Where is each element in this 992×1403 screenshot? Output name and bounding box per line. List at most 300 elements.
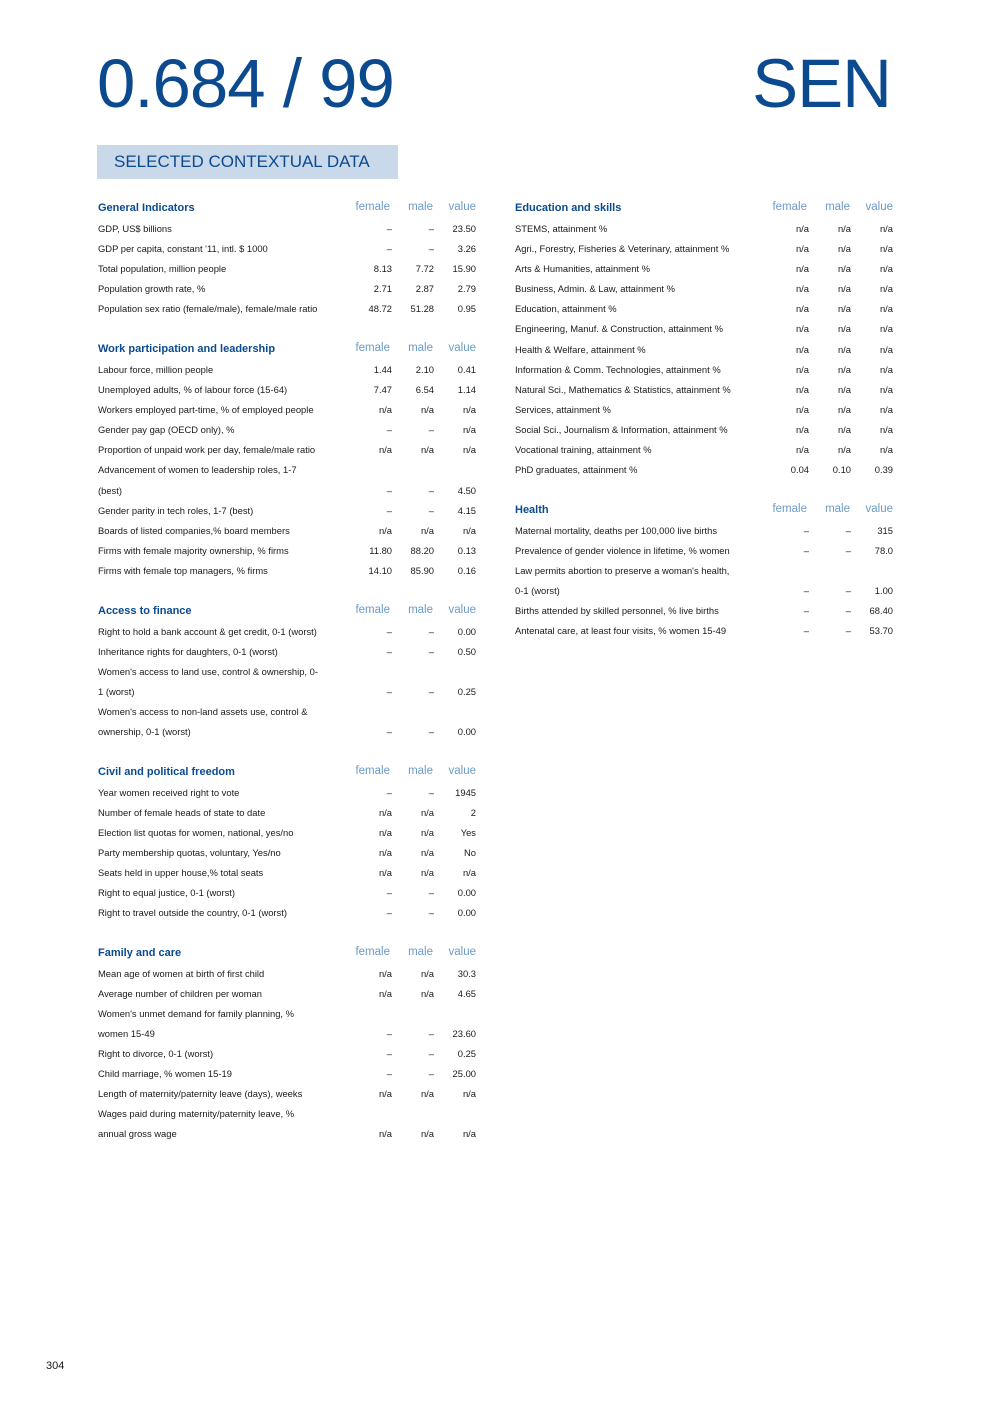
value-cell: n/a bbox=[462, 1088, 476, 1100]
value-cell: 2 bbox=[470, 806, 476, 818]
male-value: – bbox=[428, 1028, 434, 1039]
table-row bbox=[97, 1122, 478, 1142]
table-row bbox=[97, 640, 478, 660]
male-value: 2.10 bbox=[415, 363, 434, 375]
section-title: Civil and political freedom bbox=[98, 765, 235, 778]
table-row bbox=[97, 881, 478, 901]
row-label: Right to equal justice, 0-1 (worst) bbox=[98, 887, 236, 899]
female-col-label: female bbox=[772, 502, 807, 515]
value-col-label: value bbox=[448, 603, 476, 616]
value-cell: 0.25 bbox=[457, 1048, 476, 1060]
male-col-label: male bbox=[408, 201, 433, 213]
female-col-label: female bbox=[355, 945, 390, 958]
male-value: 51.28 bbox=[410, 303, 434, 315]
male-value: – bbox=[845, 544, 851, 556]
row-label: Workers employed part-time, % of employed people bbox=[98, 404, 314, 416]
table-row bbox=[97, 821, 478, 841]
value-cell: 23.50 bbox=[452, 223, 476, 234]
value-cell: 2.79 bbox=[457, 283, 476, 295]
female-col-label: female bbox=[355, 341, 390, 354]
table-row bbox=[97, 1062, 478, 1082]
row-label: 1 (worst) bbox=[98, 685, 135, 697]
male-value: n/a bbox=[837, 223, 851, 234]
row-label: Right to travel outside the country, 0-1 (worst) bbox=[98, 907, 287, 919]
value-cell: n/a bbox=[879, 343, 893, 355]
male-value: – bbox=[428, 424, 434, 436]
row-label: women 15-49 bbox=[98, 1028, 155, 1039]
table-row bbox=[97, 418, 478, 438]
value-cell: 0.00 bbox=[457, 887, 476, 899]
male-value: n/a bbox=[420, 404, 434, 416]
value-cell: 25.00 bbox=[452, 1068, 476, 1080]
table-row bbox=[514, 519, 895, 539]
male-value: – bbox=[845, 625, 851, 637]
row-label: ownership, 0-1 (worst) bbox=[98, 725, 191, 737]
row-label: Child marriage, % women 15-19 bbox=[98, 1068, 232, 1080]
female-value: n/a bbox=[378, 806, 392, 818]
female-value: 0.04 bbox=[790, 464, 809, 476]
female-value: n/a bbox=[378, 524, 392, 536]
female-value: n/a bbox=[378, 866, 392, 878]
female-value: – bbox=[803, 625, 809, 637]
table-row bbox=[97, 257, 478, 277]
section-access-to-finance bbox=[97, 599, 478, 741]
value-col-label: value bbox=[448, 341, 476, 354]
section-title: Work participation and leadership bbox=[98, 342, 276, 355]
female-value: n/a bbox=[378, 444, 392, 456]
row-label: Births attended by skilled personnel, % live births bbox=[515, 605, 719, 617]
table-row bbox=[97, 801, 478, 821]
female-value: n/a bbox=[795, 303, 809, 315]
table-row bbox=[97, 519, 478, 539]
female-value: 14.10 bbox=[368, 564, 392, 576]
value-cell: 0.41 bbox=[457, 363, 476, 375]
male-value: n/a bbox=[420, 1088, 434, 1100]
value-cell: 0.50 bbox=[457, 645, 476, 657]
row-label: Antenatal care, at least four visits, % women 15-49 bbox=[515, 625, 727, 637]
female-value: – bbox=[386, 907, 392, 919]
male-value: – bbox=[428, 1068, 434, 1080]
table-row bbox=[514, 539, 895, 559]
value-cell: Yes bbox=[460, 826, 476, 838]
male-value: – bbox=[428, 685, 434, 697]
male-value: 6.54 bbox=[415, 384, 434, 396]
male-value: 85.90 bbox=[410, 564, 434, 576]
row-label: Engineering, Manuf. & Construction, attainment % bbox=[515, 323, 723, 335]
value-cell: 0.00 bbox=[457, 625, 476, 637]
value-cell: 0.25 bbox=[457, 685, 476, 697]
male-value: n/a bbox=[420, 806, 434, 818]
male-value: – bbox=[428, 786, 434, 798]
male-value: n/a bbox=[420, 524, 434, 536]
row-label: Firms with female majority ownership, % firms bbox=[98, 544, 289, 556]
value-cell: n/a bbox=[462, 1128, 476, 1140]
row-label: Seats held in upper house,% total seats bbox=[98, 866, 264, 878]
row-label: Education, attainment % bbox=[515, 303, 617, 315]
table-row bbox=[97, 620, 478, 640]
table-row bbox=[514, 579, 895, 599]
value-cell: n/a bbox=[879, 423, 893, 435]
table-row bbox=[514, 458, 895, 478]
section-education-and-skills bbox=[514, 196, 895, 478]
value-cell: n/a bbox=[879, 323, 893, 335]
row-label: Business, Admin. & Law, attainment % bbox=[515, 283, 675, 295]
male-value: n/a bbox=[837, 323, 851, 335]
male-value: – bbox=[845, 524, 851, 536]
value-col-label: value bbox=[865, 502, 893, 515]
value-cell: n/a bbox=[879, 383, 893, 395]
male-value: n/a bbox=[420, 967, 434, 979]
female-value: n/a bbox=[378, 826, 392, 838]
value-cell: 0.00 bbox=[457, 725, 476, 737]
male-value: – bbox=[428, 907, 434, 919]
row-label: Inheritance rights for daughters, 0-1 (worst) bbox=[98, 645, 278, 657]
female-col-label: female bbox=[355, 764, 390, 777]
row-label: Natural Sci., Mathematics & Statistics, attainment % bbox=[515, 383, 731, 395]
male-value: n/a bbox=[837, 423, 851, 435]
male-col-label: male bbox=[408, 341, 433, 354]
row-label: Right to hold a bank account & get credit, 0-1 (worst) bbox=[98, 625, 317, 637]
row-label: Vocational training, attainment % bbox=[515, 444, 652, 456]
female-value: n/a bbox=[795, 423, 809, 435]
row-label: Party membership quotas, voluntary, Yes/no bbox=[98, 846, 281, 858]
table-row bbox=[514, 418, 895, 438]
table-row bbox=[514, 559, 895, 579]
table-row bbox=[97, 781, 478, 801]
value-cell: 4.65 bbox=[457, 987, 476, 999]
male-value: – bbox=[428, 504, 434, 516]
female-value: n/a bbox=[795, 223, 809, 234]
table-row bbox=[97, 720, 478, 740]
score-rank: 0.684 / 99 bbox=[97, 45, 394, 122]
section-title: Health bbox=[515, 503, 549, 516]
value-cell: n/a bbox=[879, 283, 893, 295]
female-value: 11.80 bbox=[369, 544, 392, 556]
male-col-label: male bbox=[408, 945, 433, 958]
female-value: – bbox=[386, 725, 392, 737]
table-row bbox=[97, 458, 478, 478]
value-cell: 315 bbox=[877, 524, 893, 536]
section-header bbox=[97, 760, 478, 781]
female-value: – bbox=[386, 1048, 392, 1060]
table-row bbox=[514, 217, 895, 237]
value-col-label: value bbox=[448, 764, 476, 777]
male-value: n/a bbox=[837, 283, 851, 295]
male-value: n/a bbox=[837, 444, 851, 456]
female-value: 8.13 bbox=[373, 263, 392, 275]
table-row bbox=[514, 378, 895, 398]
section-header bbox=[514, 498, 895, 519]
value-cell: n/a bbox=[462, 404, 476, 416]
table-row bbox=[514, 358, 895, 378]
value-cell: n/a bbox=[879, 263, 893, 275]
section-header bbox=[97, 599, 478, 620]
male-value: n/a bbox=[420, 987, 434, 999]
female-value: n/a bbox=[378, 1128, 392, 1140]
female-value: n/a bbox=[795, 383, 809, 395]
female-value: n/a bbox=[795, 363, 809, 375]
table-row bbox=[514, 297, 895, 317]
section-title: Family and care bbox=[98, 946, 182, 959]
male-value: – bbox=[428, 223, 434, 234]
male-value: – bbox=[428, 625, 434, 637]
value-cell: 1945 bbox=[455, 786, 476, 798]
table-row bbox=[514, 398, 895, 418]
table-row bbox=[97, 378, 478, 398]
row-label: Wages paid during maternity/paternity leave, % bbox=[98, 1108, 295, 1120]
male-value: 0.10 bbox=[832, 464, 851, 476]
male-value: – bbox=[428, 887, 434, 899]
value-cell: n/a bbox=[879, 243, 893, 255]
row-label: Boards of listed companies,% board members bbox=[98, 524, 290, 536]
table-row bbox=[514, 257, 895, 277]
male-col-label: male bbox=[408, 603, 433, 616]
row-label: Women's access to non-land assets use, control & bbox=[98, 705, 308, 717]
male-value: n/a bbox=[837, 243, 851, 255]
row-label: Maternal mortality, deaths per 100,000 live births bbox=[515, 524, 718, 536]
female-value: n/a bbox=[795, 323, 809, 335]
value-cell: 0.00 bbox=[457, 907, 476, 919]
table-row bbox=[514, 237, 895, 257]
male-value: n/a bbox=[420, 826, 434, 838]
row-label: Prevalence of gender violence in lifetime, % women bbox=[515, 544, 730, 556]
row-label: Length of maternity/paternity leave (days), weeks bbox=[98, 1088, 303, 1100]
table-row bbox=[514, 619, 895, 639]
male-value: n/a bbox=[420, 866, 434, 878]
female-col-label: female bbox=[772, 201, 807, 213]
male-value: – bbox=[845, 585, 851, 596]
page-number: 304 bbox=[46, 1360, 65, 1372]
section-work-participation-and-leadership bbox=[97, 337, 478, 579]
value-cell: n/a bbox=[462, 524, 476, 536]
section-header bbox=[97, 337, 478, 358]
value-cell: 0.95 bbox=[457, 303, 476, 315]
row-label: Services, attainment % bbox=[515, 403, 611, 415]
female-value: n/a bbox=[795, 343, 809, 355]
value-cell: 4.50 bbox=[457, 484, 476, 496]
table-row bbox=[514, 599, 895, 619]
row-label: Firms with female top managers, % firms bbox=[98, 564, 268, 576]
section-header bbox=[514, 196, 895, 217]
table-row bbox=[97, 499, 478, 519]
value-cell: 1.00 bbox=[874, 585, 893, 596]
male-value: – bbox=[428, 1048, 434, 1060]
section-banner bbox=[97, 145, 398, 179]
row-label: Women's access to land use, control & ownership, 0- bbox=[98, 665, 318, 677]
female-value: – bbox=[386, 424, 392, 436]
female-value: n/a bbox=[378, 987, 392, 999]
table-row bbox=[514, 438, 895, 458]
male-value: n/a bbox=[420, 846, 434, 858]
row-label: Average number of children per woman bbox=[98, 987, 262, 999]
female-value: – bbox=[386, 1068, 392, 1080]
value-cell: n/a bbox=[879, 223, 893, 234]
male-value: 7.72 bbox=[415, 263, 434, 275]
value-col-label: value bbox=[448, 945, 476, 958]
value-cell: 15.90 bbox=[452, 263, 476, 275]
table-row bbox=[514, 338, 895, 358]
male-value: n/a bbox=[837, 363, 851, 375]
female-value: – bbox=[803, 524, 809, 536]
female-value: – bbox=[386, 645, 392, 657]
section-family-and-care bbox=[97, 941, 478, 1143]
section-general-indicators bbox=[97, 196, 478, 317]
table-row bbox=[97, 1082, 478, 1102]
female-value: 48.72 bbox=[368, 303, 392, 315]
female-value: – bbox=[803, 605, 809, 617]
table-row bbox=[97, 660, 478, 680]
value-cell: 23.60 bbox=[452, 1028, 476, 1039]
row-label: 0-1 (worst) bbox=[515, 585, 560, 596]
section-health bbox=[514, 498, 895, 640]
section-header bbox=[97, 196, 478, 217]
value-col-label: value bbox=[448, 201, 476, 213]
table-row bbox=[97, 841, 478, 861]
row-label: Arts & Humanities, attainment % bbox=[515, 263, 650, 275]
value-cell: 53.70 bbox=[869, 625, 893, 637]
female-value: – bbox=[386, 223, 392, 234]
female-value: n/a bbox=[795, 403, 809, 415]
row-label: Social Sci., Journalism & Information, attainment % bbox=[515, 423, 728, 435]
row-label: Election list quotas for women, national, yes/no bbox=[98, 826, 294, 838]
male-value: – bbox=[428, 243, 434, 255]
female-value: n/a bbox=[795, 243, 809, 255]
female-value: – bbox=[386, 887, 392, 899]
male-col-label: male bbox=[825, 201, 850, 213]
row-label: Right to divorce, 0-1 (worst) bbox=[98, 1048, 214, 1060]
section-civil-and-political-freedom bbox=[97, 760, 478, 922]
table-row bbox=[97, 1042, 478, 1062]
value-cell: n/a bbox=[462, 866, 476, 878]
male-value: n/a bbox=[420, 1128, 434, 1140]
female-value: – bbox=[386, 484, 392, 496]
value-cell: n/a bbox=[879, 403, 893, 415]
value-cell: n/a bbox=[462, 424, 476, 436]
section-title: General Indicators bbox=[98, 202, 195, 214]
row-label: Advancement of women to leadership roles, 1-7 bbox=[98, 464, 297, 476]
female-value: – bbox=[386, 504, 392, 516]
value-col-label: value bbox=[865, 201, 893, 213]
row-label: Year women received right to vote bbox=[98, 786, 240, 798]
table-row bbox=[97, 962, 478, 982]
female-value: n/a bbox=[378, 846, 392, 858]
value-cell: 68.40 bbox=[869, 605, 893, 617]
table-row bbox=[97, 398, 478, 418]
male-value: 2.87 bbox=[415, 283, 434, 295]
row-label: Unemployed adults, % of labour force (15-64) bbox=[98, 384, 288, 396]
table-row bbox=[97, 861, 478, 881]
female-value: n/a bbox=[378, 1088, 392, 1100]
female-value: 7.47 bbox=[373, 384, 392, 396]
row-label: Proportion of unpaid work per day, female/male ratio bbox=[98, 444, 316, 456]
row-label: Total population, million people bbox=[98, 263, 227, 275]
row-label: (best) bbox=[98, 484, 122, 496]
female-col-label: female bbox=[355, 603, 390, 616]
table-row bbox=[97, 1022, 478, 1042]
male-value: – bbox=[428, 645, 434, 657]
table-row bbox=[97, 700, 478, 720]
female-value: n/a bbox=[378, 967, 392, 979]
value-cell: n/a bbox=[879, 444, 893, 456]
left-column bbox=[97, 196, 478, 1162]
section-header bbox=[97, 941, 478, 962]
male-value: n/a bbox=[837, 343, 851, 355]
row-label: STEMS, attainment % bbox=[515, 223, 608, 234]
table-row bbox=[514, 277, 895, 297]
table-row bbox=[97, 438, 478, 458]
row-label: annual gross wage bbox=[98, 1128, 177, 1140]
table-row bbox=[97, 901, 478, 921]
table-row bbox=[97, 297, 478, 317]
table-row bbox=[97, 1102, 478, 1122]
table-row bbox=[514, 317, 895, 337]
female-value: 2.71 bbox=[373, 283, 392, 295]
table-row bbox=[97, 479, 478, 499]
row-label: Gender pay gap (OECD only), % bbox=[98, 424, 235, 436]
row-label: GDP per capita, constant '11, intl. $ 1000 bbox=[98, 243, 268, 255]
row-label: Information & Comm. Technologies, attainment % bbox=[515, 363, 721, 375]
male-value: n/a bbox=[837, 403, 851, 415]
row-label: Number of female heads of state to date bbox=[98, 806, 266, 818]
row-label: Health & Welfare, attainment % bbox=[515, 343, 646, 355]
female-value: – bbox=[386, 786, 392, 798]
male-value: – bbox=[845, 605, 851, 617]
table-row bbox=[97, 358, 478, 378]
row-label: Labour force, million people bbox=[98, 363, 214, 375]
value-cell: No bbox=[464, 846, 476, 858]
male-value: n/a bbox=[420, 444, 434, 456]
female-value: – bbox=[386, 243, 392, 255]
female-value: – bbox=[386, 685, 392, 697]
female-col-label: female bbox=[355, 201, 390, 213]
value-cell: 78.0 bbox=[874, 544, 893, 556]
female-value: n/a bbox=[378, 404, 392, 416]
value-cell: 3.26 bbox=[457, 243, 476, 255]
right-column bbox=[514, 196, 895, 659]
table-row bbox=[97, 277, 478, 297]
table-row bbox=[97, 1002, 478, 1022]
female-value: n/a bbox=[795, 444, 809, 456]
table-row bbox=[97, 217, 478, 237]
male-value: n/a bbox=[837, 303, 851, 315]
female-value: – bbox=[386, 625, 392, 637]
value-cell: n/a bbox=[879, 303, 893, 315]
female-value: – bbox=[386, 1028, 392, 1039]
row-label: Law permits abortion to preserve a woman's health, bbox=[515, 564, 730, 576]
table-row bbox=[97, 237, 478, 257]
female-value: – bbox=[803, 544, 809, 556]
male-value: 88.20 bbox=[410, 544, 434, 556]
table-row bbox=[97, 539, 478, 559]
female-value: – bbox=[803, 585, 809, 596]
value-cell: 0.16 bbox=[457, 564, 476, 576]
value-cell: 1.14 bbox=[457, 384, 476, 396]
value-cell: 4.15 bbox=[457, 504, 476, 516]
male-col-label: male bbox=[408, 764, 433, 777]
row-label: GDP, US$ billions bbox=[98, 223, 172, 234]
country-code: SEN bbox=[752, 45, 891, 122]
male-col-label: male bbox=[825, 502, 850, 515]
value-cell: n/a bbox=[462, 444, 476, 456]
value-cell: 0.13 bbox=[457, 544, 476, 556]
row-label: Agri., Forestry, Fisheries & Veterinary, attainment % bbox=[515, 243, 730, 255]
female-value: 1.44 bbox=[373, 363, 392, 375]
male-value: – bbox=[428, 484, 434, 496]
banner-title: SELECTED CONTEXTUAL DATA bbox=[114, 152, 370, 171]
table-row bbox=[97, 680, 478, 700]
male-value: n/a bbox=[837, 263, 851, 275]
row-label: Gender parity in tech roles, 1-7 (best) bbox=[98, 504, 254, 516]
